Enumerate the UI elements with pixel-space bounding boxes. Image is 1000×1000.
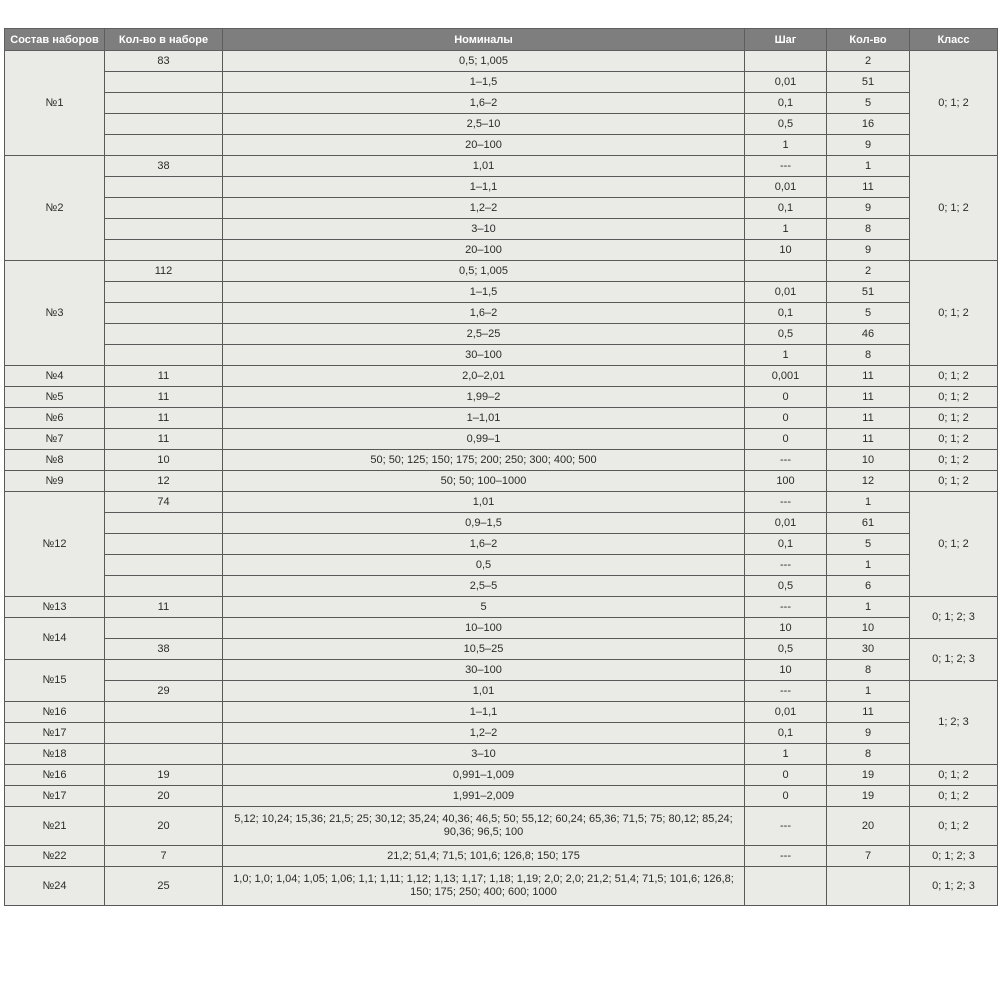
table-cell — [105, 114, 223, 135]
table-cell — [745, 261, 827, 282]
table-row — [5, 534, 998, 555]
table-cell: 11 — [827, 702, 910, 723]
table-cell: 7 — [827, 846, 910, 867]
table-cell — [105, 135, 223, 156]
table-cell: 9 — [827, 240, 910, 261]
table-cell: 74 — [105, 492, 223, 513]
table-row — [5, 345, 998, 366]
table-cell: --- — [745, 681, 827, 702]
table-cell: №17 — [5, 786, 105, 807]
table-cell: 100 — [745, 471, 827, 492]
table-cell: 11 — [105, 387, 223, 408]
table-row — [5, 702, 998, 723]
table-cell: 0; 1; 2 — [910, 807, 998, 846]
table-cell: 1 — [745, 135, 827, 156]
table-cell: 5,12; 10,24; 15,36; 21,5; 25; 30,12; 35,24; 40,36; 46,5; 50; 55,12; 60,24; 65,36; 71,5; 75; 80,12; 85,24; 90,36; 96,5; 100 — [223, 807, 745, 846]
table-cell: --- — [745, 555, 827, 576]
table-cell — [105, 198, 223, 219]
table-cell: №22 — [5, 846, 105, 867]
table-cell: 11 — [105, 429, 223, 450]
table-cell: 83 — [105, 51, 223, 72]
table-row — [5, 492, 998, 513]
table-cell: 30–100 — [223, 660, 745, 681]
table-cell: 0,9–1,5 — [223, 513, 745, 534]
table-cell: 8 — [827, 219, 910, 240]
table-cell: 5 — [827, 93, 910, 114]
table-cell — [827, 867, 910, 906]
table-cell: 6 — [827, 576, 910, 597]
table-cell: 0; 1; 2 — [910, 450, 998, 471]
table-cell: 20 — [827, 807, 910, 846]
table-cell: №17 — [5, 723, 105, 744]
table-cell — [105, 72, 223, 93]
table-row — [5, 576, 998, 597]
table-cell: 0,5 — [223, 555, 745, 576]
table-cell: 0; 1; 2 — [910, 765, 998, 786]
table-cell: 10 — [745, 660, 827, 681]
table-cell: 0,5 — [745, 639, 827, 660]
table-row — [5, 93, 998, 114]
table-cell: 1 — [827, 492, 910, 513]
table-cell: 112 — [105, 261, 223, 282]
table-cell: --- — [745, 846, 827, 867]
table-row — [5, 555, 998, 576]
table-cell: 10 — [827, 450, 910, 471]
table-cell: №5 — [5, 387, 105, 408]
table-cell: 5 — [223, 597, 745, 618]
table-cell: 0; 1; 2 — [910, 387, 998, 408]
table-cell: №21 — [5, 807, 105, 846]
table-row — [5, 450, 998, 471]
table-row — [5, 846, 998, 867]
table-cell: 50; 50; 100–1000 — [223, 471, 745, 492]
table-cell: №16 — [5, 765, 105, 786]
table-cell: 0,5 — [745, 114, 827, 135]
table-cell: 0; 1; 2 — [910, 366, 998, 387]
table-cell: 0,001 — [745, 366, 827, 387]
header-set-composition: Состав наборов — [5, 29, 105, 51]
table-cell: 5 — [827, 303, 910, 324]
table-cell — [105, 723, 223, 744]
table-cell: 10 — [745, 240, 827, 261]
table-row — [5, 513, 998, 534]
table-row — [5, 240, 998, 261]
table-cell: 10–100 — [223, 618, 745, 639]
table-row — [5, 282, 998, 303]
table-cell: 8 — [827, 744, 910, 765]
table-cell: 9 — [827, 198, 910, 219]
table-cell: 0; 1; 2; 3 — [910, 867, 998, 906]
table-cell — [105, 303, 223, 324]
table-cell: 1,99–2 — [223, 387, 745, 408]
table-cell: 0,1 — [745, 93, 827, 114]
table-cell: 50; 50; 125; 150; 175; 200; 250; 300; 400; 500 — [223, 450, 745, 471]
table-cell: 10,5–25 — [223, 639, 745, 660]
table-row — [5, 765, 998, 786]
table-cell — [105, 618, 223, 639]
table-row — [5, 597, 998, 618]
table-cell: 2,5–5 — [223, 576, 745, 597]
table-cell: 1,01 — [223, 492, 745, 513]
table-cell: 1 — [827, 555, 910, 576]
table-cell: 0 — [745, 387, 827, 408]
table-row — [5, 681, 998, 702]
table-cell: 61 — [827, 513, 910, 534]
table-cell: 20 — [105, 807, 223, 846]
table-cell: 3–10 — [223, 744, 745, 765]
table-cell — [105, 240, 223, 261]
table-row — [5, 51, 998, 72]
table-cell: 0 — [745, 765, 827, 786]
table-cell: 1; 2; 3 — [910, 681, 998, 765]
table-cell: 9 — [827, 135, 910, 156]
table-row — [5, 723, 998, 744]
header-quantity: Кол-во — [827, 29, 910, 51]
table-cell: 19 — [105, 765, 223, 786]
table-cell: 11 — [827, 408, 910, 429]
table-cell: --- — [745, 597, 827, 618]
table-cell: 25 — [105, 867, 223, 906]
table-cell: 21,2; 51,4; 71,5; 101,6; 126,8; 150; 175 — [223, 846, 745, 867]
table-cell: 10 — [827, 618, 910, 639]
table-cell: 1,2–2 — [223, 723, 745, 744]
table-cell: №9 — [5, 471, 105, 492]
table-cell: 16 — [827, 114, 910, 135]
table-header — [5, 29, 998, 51]
table-cell: №6 — [5, 408, 105, 429]
table-cell: 29 — [105, 681, 223, 702]
table-cell — [105, 576, 223, 597]
table-cell: 1 — [827, 681, 910, 702]
table-cell: 0,1 — [745, 723, 827, 744]
table-row — [5, 177, 998, 198]
table-cell: 30 — [827, 639, 910, 660]
table-cell: 0; 1; 2; 3 — [910, 639, 998, 681]
table-cell: 0; 1; 2 — [910, 261, 998, 366]
table-cell: №12 — [5, 492, 105, 597]
table-row — [5, 261, 998, 282]
table-cell: 0,5; 1,005 — [223, 51, 745, 72]
table-cell: 0,1 — [745, 534, 827, 555]
table-row — [5, 618, 998, 639]
table-cell: №16 — [5, 702, 105, 723]
table-cell: 9 — [827, 723, 910, 744]
table-cell: 0; 1; 2 — [910, 51, 998, 156]
table-cell: 1,6–2 — [223, 534, 745, 555]
table-cell: 11 — [827, 429, 910, 450]
table-row — [5, 366, 998, 387]
table-cell: 1 — [745, 744, 827, 765]
table-cell: --- — [745, 807, 827, 846]
table-cell: №24 — [5, 867, 105, 906]
table-row — [5, 807, 998, 846]
table-row — [5, 867, 998, 906]
table-cell: 11 — [827, 387, 910, 408]
table-body — [5, 51, 998, 906]
table-cell: №15 — [5, 660, 105, 702]
table-cell: №1 — [5, 51, 105, 156]
table-cell: 1–1,5 — [223, 72, 745, 93]
table-cell — [105, 177, 223, 198]
table-cell: 0,01 — [745, 282, 827, 303]
table-cell: 7 — [105, 846, 223, 867]
table-row — [5, 303, 998, 324]
table-cell: 2,0–2,01 — [223, 366, 745, 387]
table-cell: 1 — [745, 219, 827, 240]
table-cell: 11 — [827, 366, 910, 387]
table-cell: 11 — [105, 597, 223, 618]
table-cell: 1,01 — [223, 681, 745, 702]
table-cell: 0; 1; 2 — [910, 786, 998, 807]
table-cell: №7 — [5, 429, 105, 450]
header-step: Шаг — [745, 29, 827, 51]
sets-table — [4, 28, 998, 906]
table-cell: 2,5–25 — [223, 324, 745, 345]
table-cell: 38 — [105, 156, 223, 177]
table-cell: 51 — [827, 72, 910, 93]
table-cell — [105, 660, 223, 681]
table-cell — [105, 324, 223, 345]
table-cell: 51 — [827, 282, 910, 303]
table-cell: 20 — [105, 786, 223, 807]
table-row — [5, 786, 998, 807]
header-count-in-set: Кол-во в наборе — [105, 29, 223, 51]
table-cell: 0,01 — [745, 72, 827, 93]
table-row — [5, 198, 998, 219]
table-cell: 11 — [827, 177, 910, 198]
table-cell: №13 — [5, 597, 105, 618]
table-cell: 12 — [827, 471, 910, 492]
table-cell: 0 — [745, 408, 827, 429]
table-cell: 0; 1; 2; 3 — [910, 846, 998, 867]
table-cell: №2 — [5, 156, 105, 261]
table-row — [5, 429, 998, 450]
table-cell: 11 — [105, 408, 223, 429]
table-cell: 0,1 — [745, 303, 827, 324]
table-cell: 0,01 — [745, 177, 827, 198]
table-cell — [105, 513, 223, 534]
table-row — [5, 408, 998, 429]
table-cell: 8 — [827, 345, 910, 366]
table-cell: №4 — [5, 366, 105, 387]
table-cell: 0; 1; 2 — [910, 492, 998, 597]
table-row — [5, 660, 998, 681]
table-cell: 1 — [827, 156, 910, 177]
table-cell: 0,5 — [745, 324, 827, 345]
table-cell: 5 — [827, 534, 910, 555]
header-nominals: Номиналы — [223, 29, 745, 51]
header-class: Класс — [910, 29, 998, 51]
table-cell — [105, 534, 223, 555]
table-row — [5, 324, 998, 345]
table-cell: 0; 1; 2; 3 — [910, 597, 998, 639]
table-row — [5, 156, 998, 177]
table-row — [5, 114, 998, 135]
header-row — [5, 29, 998, 51]
table-cell: --- — [745, 450, 827, 471]
table-cell: 0,5; 1,005 — [223, 261, 745, 282]
table-cell: 20–100 — [223, 240, 745, 261]
table-cell: 1,0; 1,0; 1,04; 1,05; 1,06; 1,1; 1,11; 1,12; 1,13; 1,17; 1,18; 1,19; 2,0; 2,0; 21,2; 51,4; 71,5; 101,6; 126,8; 150; 175; 250; 400; 600; 1000 — [223, 867, 745, 906]
table-cell — [105, 93, 223, 114]
table-row — [5, 744, 998, 765]
table-cell: 1–1,01 — [223, 408, 745, 429]
table-cell: 11 — [105, 366, 223, 387]
table-cell: 0; 1; 2 — [910, 408, 998, 429]
table-cell: 19 — [827, 786, 910, 807]
table-cell: 0,1 — [745, 198, 827, 219]
table-row — [5, 72, 998, 93]
table-cell — [105, 345, 223, 366]
table-cell — [105, 744, 223, 765]
table-cell: 1 — [827, 597, 910, 618]
table-cell: 46 — [827, 324, 910, 345]
table-cell: 12 — [105, 471, 223, 492]
table-cell: 1–1,1 — [223, 702, 745, 723]
table-cell: №8 — [5, 450, 105, 471]
table-cell: 0; 1; 2 — [910, 471, 998, 492]
table-cell: 1,6–2 — [223, 93, 745, 114]
table-cell: 2 — [827, 51, 910, 72]
table-cell: 1,01 — [223, 156, 745, 177]
table-cell: 38 — [105, 639, 223, 660]
table-cell: 0 — [745, 786, 827, 807]
table-cell: 19 — [827, 765, 910, 786]
table-row — [5, 219, 998, 240]
table-row — [5, 471, 998, 492]
table-cell: 10 — [745, 618, 827, 639]
table-row — [5, 639, 998, 660]
table-cell: 1,6–2 — [223, 303, 745, 324]
table-cell — [105, 282, 223, 303]
table-row — [5, 135, 998, 156]
table-cell — [105, 219, 223, 240]
table-cell: 0,5 — [745, 576, 827, 597]
table-cell: 2,5–10 — [223, 114, 745, 135]
table-cell: 1,2–2 — [223, 198, 745, 219]
table-cell: №3 — [5, 261, 105, 366]
table-cell: 1–1,1 — [223, 177, 745, 198]
table-row — [5, 387, 998, 408]
table-cell: 8 — [827, 660, 910, 681]
table-cell: --- — [745, 492, 827, 513]
table-cell: 1,991–2,009 — [223, 786, 745, 807]
table-cell: 0,99–1 — [223, 429, 745, 450]
table-cell — [105, 555, 223, 576]
table-cell: 2 — [827, 261, 910, 282]
table-cell — [745, 51, 827, 72]
table-cell — [745, 867, 827, 906]
table-cell: --- — [745, 156, 827, 177]
table-cell: 0,01 — [745, 702, 827, 723]
table-cell: №18 — [5, 744, 105, 765]
table-cell: 30–100 — [223, 345, 745, 366]
table-cell: 0 — [745, 429, 827, 450]
table-cell: 10 — [105, 450, 223, 471]
table-cell: 0; 1; 2 — [910, 156, 998, 261]
table-cell: 1 — [745, 345, 827, 366]
table-cell: 20–100 — [223, 135, 745, 156]
table-cell: 0,01 — [745, 513, 827, 534]
table-cell: 1–1,5 — [223, 282, 745, 303]
table-cell: 0; 1; 2 — [910, 429, 998, 450]
table-cell: 0,991–1,009 — [223, 765, 745, 786]
table-cell: №14 — [5, 618, 105, 660]
table-cell: 3–10 — [223, 219, 745, 240]
table-cell — [105, 702, 223, 723]
